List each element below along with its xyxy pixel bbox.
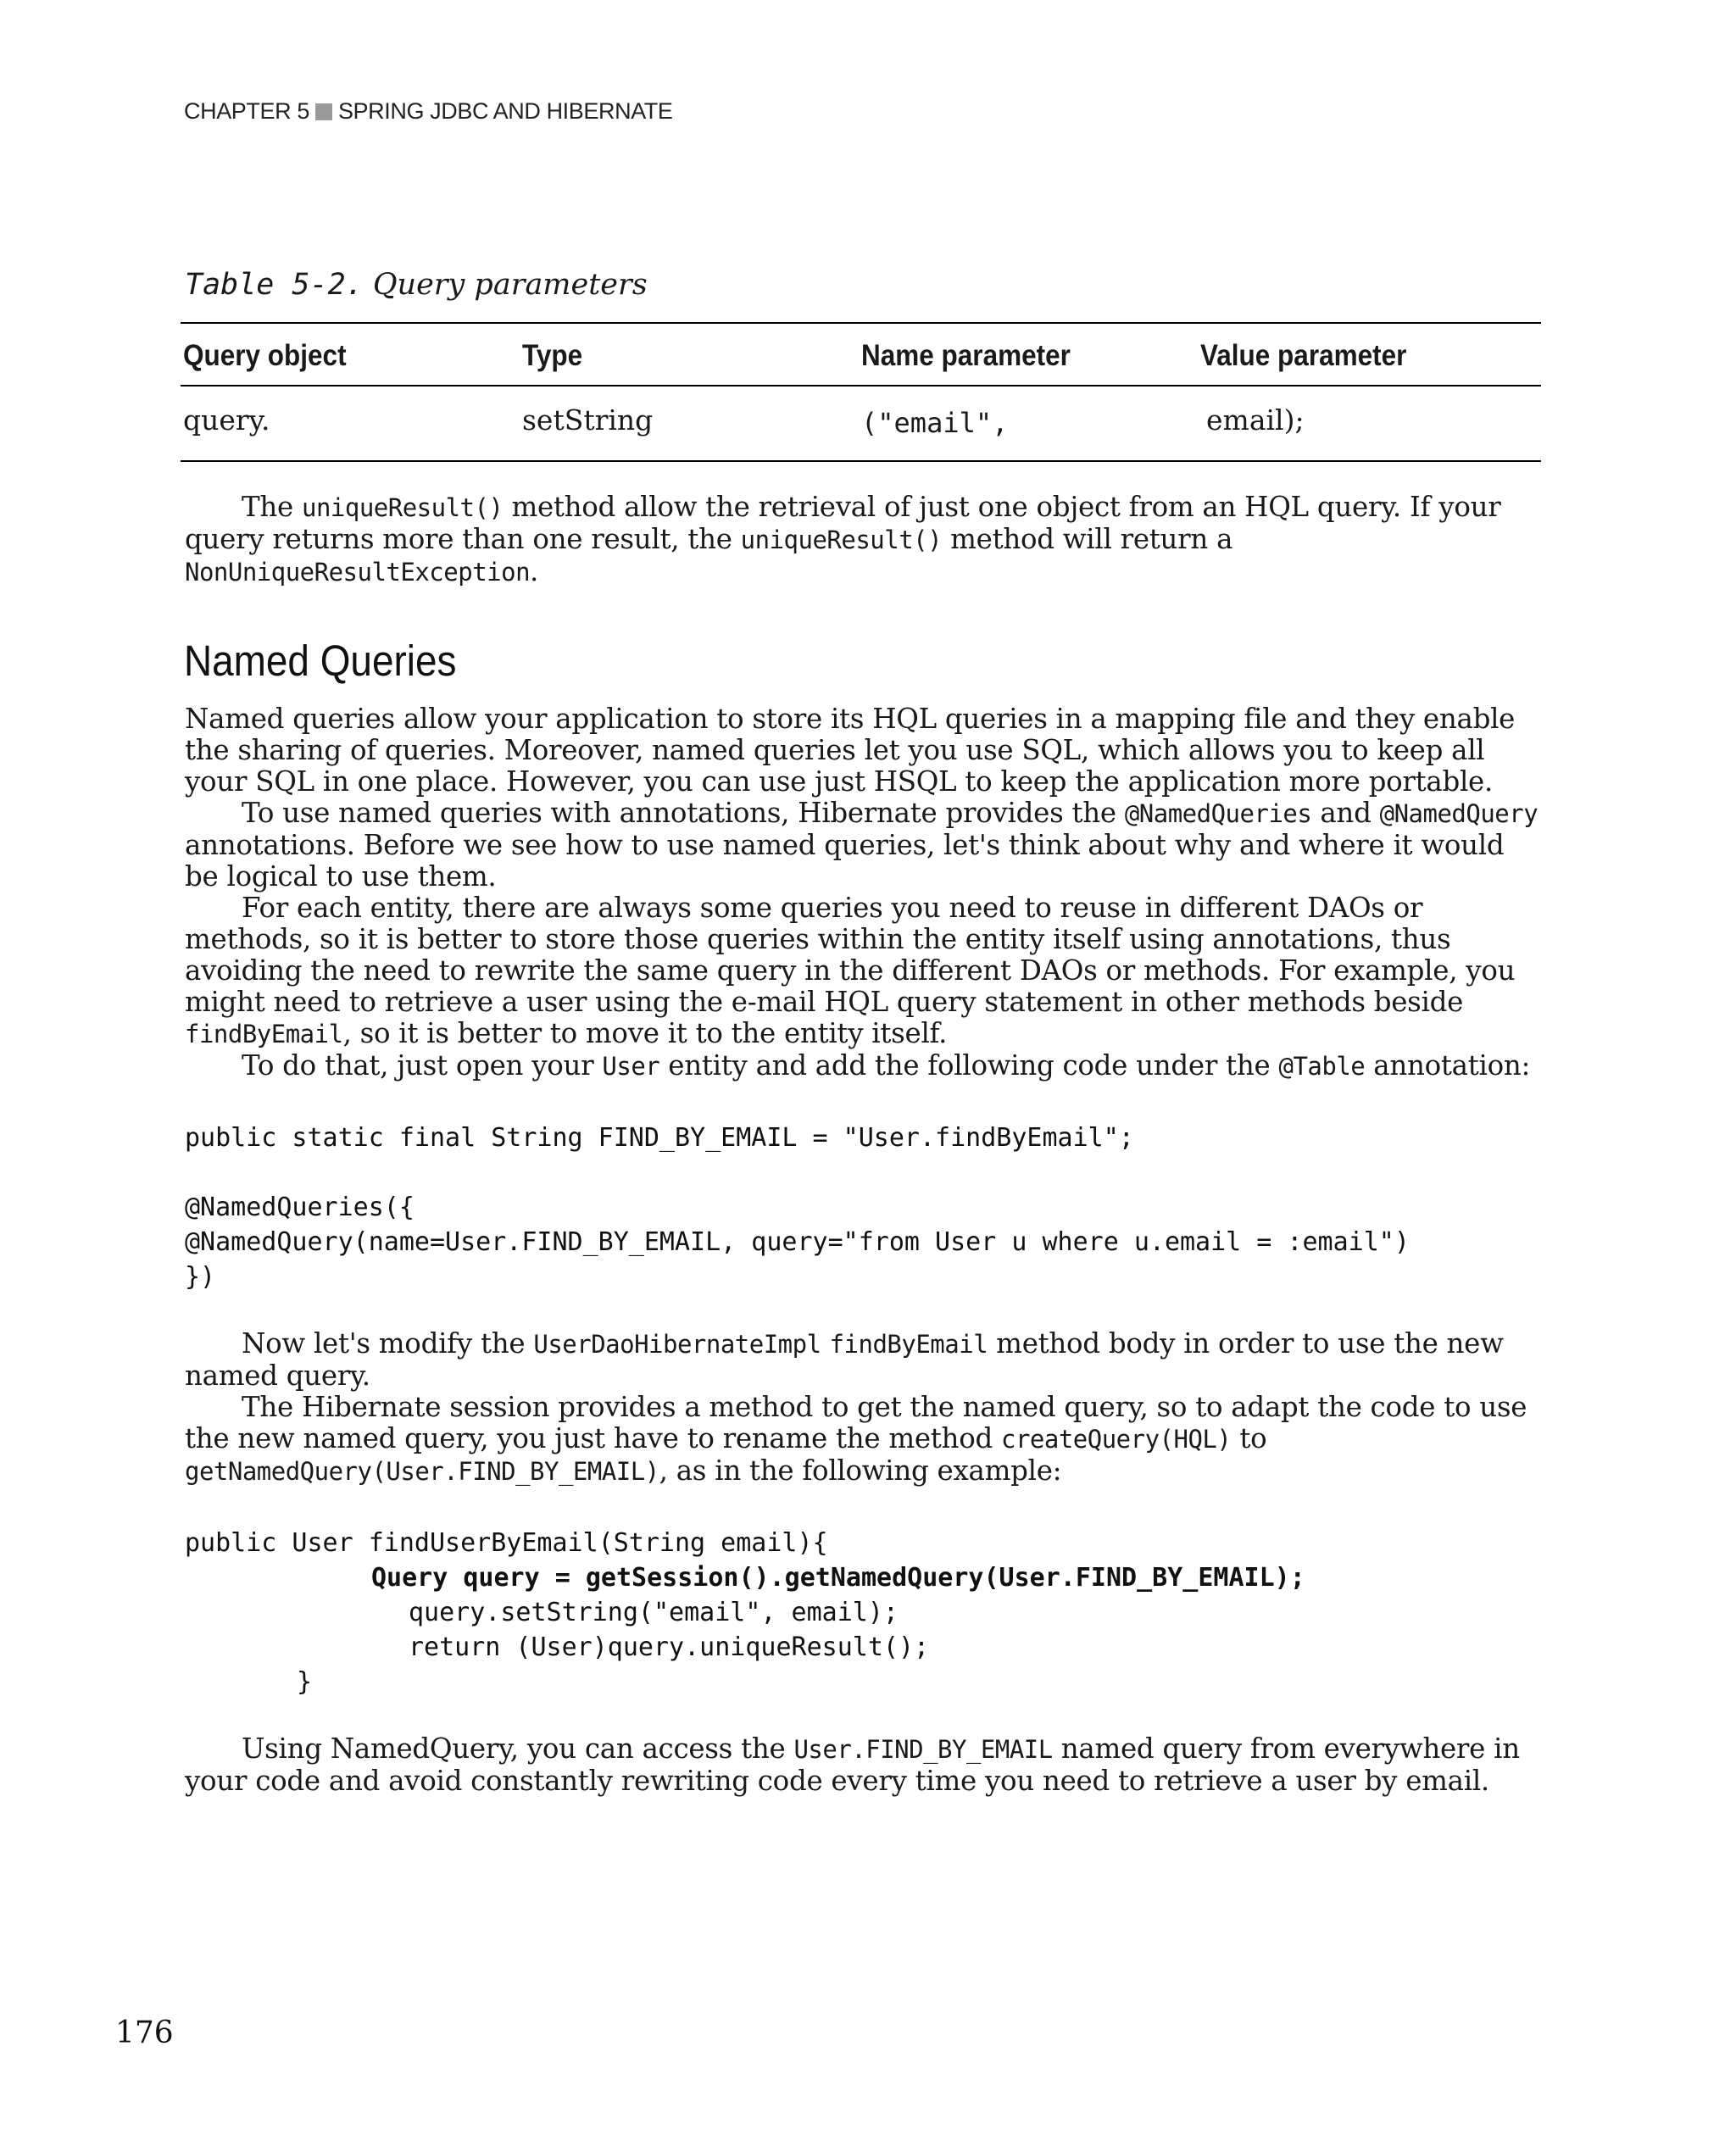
code-block-find-user (185, 1526, 1305, 1699)
table-header-cell: Value parameter (1200, 339, 1407, 372)
paragraph-annotations (185, 798, 1541, 893)
chapter-label: CHAPTER 5 (184, 98, 309, 124)
intro-paragraph-block (185, 492, 1541, 588)
table-header-cell: Type (522, 339, 583, 372)
paragraph-unique-result (185, 492, 1541, 588)
table-cell: query. (183, 403, 270, 437)
code-line: public static final String FIND_BY_EMAIL = "User.findByEmail"; (185, 1123, 1134, 1153)
inline-code: UserDaoHibernateImpl (533, 1330, 821, 1359)
table-header-cell: Query object (183, 339, 347, 372)
table-caption-label: Table 5-2. (185, 268, 364, 302)
table-header-row (181, 324, 1541, 385)
code-line: query.setString("email", email); (409, 1598, 899, 1627)
text-run: The (242, 491, 302, 523)
code-line: return (User)query.uniqueResult(); (409, 1632, 930, 1662)
code-block-named-queries (185, 1121, 1410, 1294)
paragraph-modify-dao (185, 1328, 1541, 1392)
inline-code: @NamedQueries (1124, 799, 1312, 828)
text-run: method allow the retrieval of just one object from an HQL query. If your query returns more than one result, the (185, 491, 1501, 555)
table-caption-title: Query parameters (372, 268, 648, 302)
text-run: method body in order to use the new named query. (185, 1327, 1504, 1392)
code-line: @NamedQueries({ (185, 1193, 415, 1222)
inline-code: createQuery(HQL) (1001, 1425, 1232, 1454)
inline-code: @Table (1278, 1052, 1366, 1081)
paragraph-closing (185, 1733, 1541, 1797)
text-run: method will return a (942, 523, 1233, 555)
code-line-bold: Query query = getSession().getNamedQuery(User.FIND_BY_EMAIL); (371, 1563, 1305, 1593)
table-header-cell: Name parameter (861, 339, 1071, 372)
text-run: For each entity, there are always some queries you need to reuse in different DAOs or methods, so it is better to store those queries within the entity itself using annotations, thus avoiding the need to rewrite the same query in the different DAOs or methods. For example, you might need to retrieve a user using the e-mail HQL query statement in other methods beside (185, 892, 1516, 1018)
table-bottom-rule (181, 460, 1541, 462)
paragraph-session (185, 1392, 1541, 1488)
text-run: , so it is better to move it to the entity itself. (342, 1017, 948, 1049)
paragraph-intro: Named queries allow your application to store its HQL queries in a mapping file and they enable the sharing of queries. Moreover, named queries let you use SQL, which allows you to keep all your SQL in one place. However, you can use just HSQL to keep the application more portable. (185, 703, 1516, 798)
inline-code: User (602, 1052, 660, 1081)
table-row (181, 386, 1541, 460)
text-run: Using NamedQuery, you can access the (242, 1732, 794, 1765)
closing-block (185, 1733, 1541, 1797)
code-line: @NamedQuery(name=User.FIND_BY_EMAIL, query="from User u where u.email = :email") (185, 1227, 1410, 1257)
modify-dao-block (185, 1328, 1541, 1488)
text-run: . (530, 555, 539, 587)
inline-code: findByEmail (185, 1020, 343, 1048)
section-heading: Named Queries (184, 637, 457, 685)
separator-square-icon (315, 103, 332, 120)
inline-code: uniqueResult() (740, 526, 943, 554)
text-run: entity and add the following code under the (659, 1049, 1279, 1082)
inline-code: findByEmail (829, 1330, 988, 1359)
table-cell: setString (522, 403, 654, 437)
text-run: annotations. Before we see how to use named queries, let's think about why and where it would be logical to use them. (185, 829, 1505, 893)
running-head (184, 98, 673, 125)
inline-code: User.FIND_BY_EMAIL (793, 1735, 1053, 1764)
code-line: public User findUserByEmail(String email){ (185, 1528, 828, 1558)
code-line: } (297, 1667, 313, 1697)
text-run: To do that, just open your (242, 1049, 603, 1082)
inline-code: uniqueResult() (301, 493, 504, 522)
text-run: named query from everywhere in your code and avoid constantly rewriting code every time you need to retrieve a user by email. (185, 1732, 1520, 1797)
paragraph-user-entity (185, 1050, 1541, 1082)
text-run: The Hibernate session provides a method to get the named query, so to adapt the code to use the new named query, you just have to rename the method (185, 1391, 1527, 1454)
table-cell: ("email", (861, 406, 1009, 439)
text-run: and (1311, 797, 1380, 829)
code-line: }) (185, 1262, 216, 1292)
text-run: Now let's modify the (242, 1327, 534, 1360)
text-run (821, 1327, 830, 1360)
chapter-title: SPRING JDBC AND HIBERNATE (337, 98, 673, 124)
inline-code: @NamedQuery (1379, 799, 1538, 828)
page-number: 176 (115, 2016, 174, 2050)
text-run: annotation: (1365, 1049, 1531, 1082)
text-run: to (1231, 1422, 1267, 1454)
text-run: , as in the following example: (659, 1454, 1062, 1487)
table-cell: email); (1206, 403, 1305, 437)
table-caption (185, 268, 648, 302)
named-queries-body (185, 703, 1541, 1082)
query-parameters-table (181, 322, 1541, 462)
text-run: To use named queries with annotations, Hibernate provides the (242, 797, 1125, 829)
inline-code: NonUniqueResultException (185, 558, 531, 587)
inline-code: getNamedQuery(User.FIND_BY_EMAIL) (185, 1457, 659, 1486)
paragraph-entity (185, 893, 1541, 1050)
